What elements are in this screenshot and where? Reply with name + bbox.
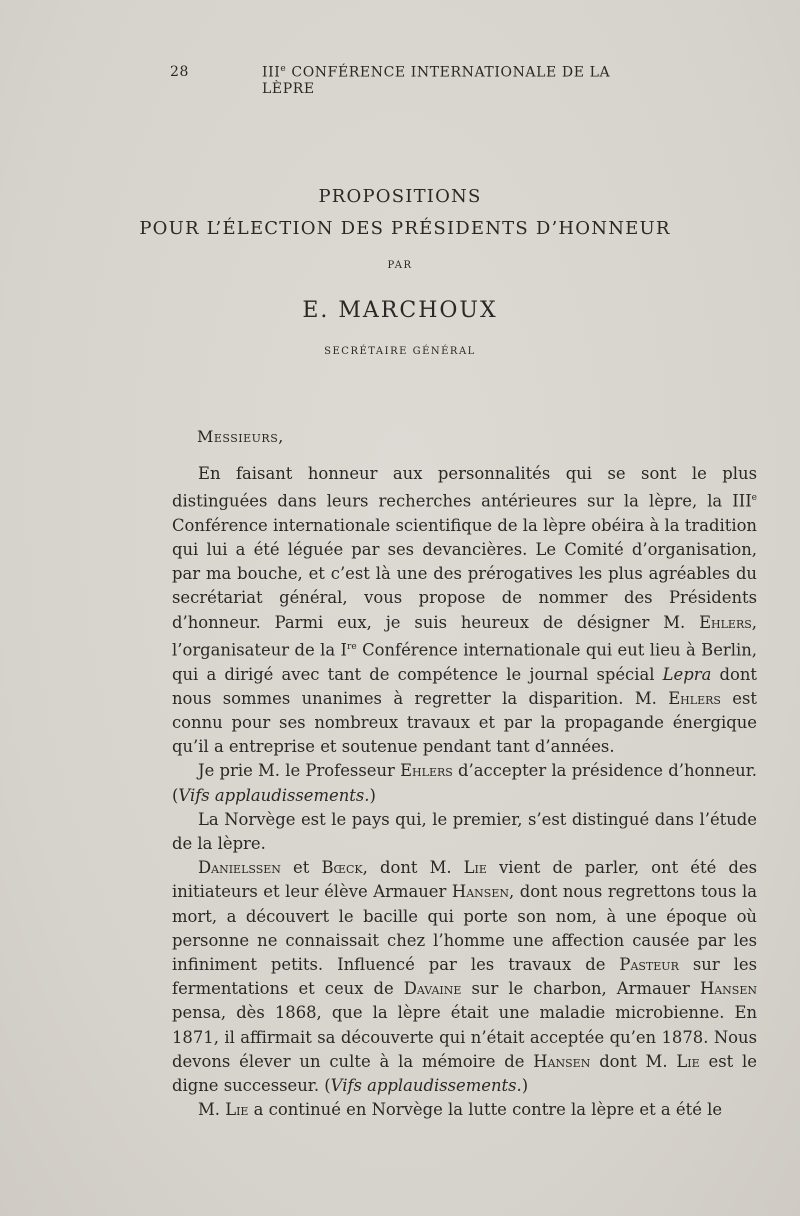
- person-name: Danielssen: [198, 858, 281, 878]
- text-run: ): [521, 1076, 529, 1096]
- article-body: [172, 462, 757, 1122]
- paragraph-5: [172, 1098, 757, 1122]
- author-name: E. MARCHOUX: [302, 298, 498, 323]
- applause-note: Vifs applaudissements.: [330, 1076, 522, 1096]
- person-name: Hansen: [533, 1051, 591, 1071]
- text-run: Conférence internationale qui eut lieu à Berlin, qui a dirigé avec tant de compétence le journal spécial: [172, 640, 757, 684]
- paragraph-4: [172, 856, 757, 1098]
- salutation: Messieurs,: [197, 427, 284, 446]
- person-name: Ehlers: [699, 612, 752, 632]
- text-run: sur les fermentations et ceux de: [172, 955, 757, 999]
- text-run: dont M.: [590, 1051, 677, 1071]
- text-run: sur le charbon, Armauer: [461, 979, 700, 999]
- person-name: Ehlers: [668, 688, 721, 708]
- superscript: re: [347, 641, 357, 652]
- running-title-prefix: III: [262, 64, 281, 81]
- person-name: Davaine: [403, 979, 462, 999]
- byline-par: PAR: [387, 260, 413, 271]
- article-title-line-2: POUR L’ÉLECTION DES PRÉSIDENTS D’HONNEUR: [139, 218, 671, 239]
- text-run: et: [280, 858, 322, 878]
- paragraph-2: [172, 759, 757, 807]
- text-run: En faisant honneur aux personnalités qui se sont le plus distinguées dans leurs recherches antérieures sur la lèpre, la III: [172, 464, 757, 511]
- article-title-line-1: PROPOSITIONS: [318, 186, 482, 207]
- applause-note: Vifs applaudissements.: [178, 785, 370, 805]
- text-run: ): [369, 785, 376, 805]
- text-run: vient de parler, ont été des initiateurs et leur élève Armauer: [172, 858, 757, 902]
- text-run: a continué en Norvège la lutte contre la lèpre et a été le: [248, 1100, 723, 1120]
- person-name: Ehlers: [400, 761, 453, 781]
- text-run: Conférence internationale scientifique de la lèpre obéira à la tradition qui lui a été léguée par ses devancières. Le Comité d’organisation, par ma bouche, et c’est là une des prérogatives les plus agréables du secrétariat général, vous propose de nommer des Présidents d’honneur. Parmi eux, je suis heureux de désigner M.: [172, 515, 757, 632]
- text-run: pensa, dès 1868, que la lèpre était une maladie microbienne. En 1871, il affirmait sa découverte qui n’était acceptée qu’en 1878. Nous devons élever un culte à la mémoire de: [172, 1003, 757, 1071]
- person-name: Lie: [463, 858, 487, 878]
- text-run: est le digne successeur. (: [172, 1051, 757, 1096]
- paragraph-1: [172, 462, 757, 759]
- text-run: Je prie M. le Professeur: [198, 761, 401, 781]
- text-run: , dont M.: [362, 858, 464, 878]
- journal-title: Lepra: [662, 664, 712, 684]
- running-title: [262, 64, 650, 97]
- text-run: d’accepter la présidence d’honneur. (: [172, 761, 757, 805]
- text-run: est connu pour ses nombreux travaux et par la propagande énergique qu’il a entreprise et soutenue pendant tant d’années.: [172, 688, 757, 757]
- text-run: M.: [198, 1100, 226, 1120]
- page-number: 28: [170, 64, 190, 80]
- text-run: dont nous sommes unanimes à regretter la disparition. M.: [172, 664, 758, 708]
- person-name: Lie: [225, 1100, 249, 1120]
- paragraph-3: La Norvège est le pays qui, le premier, s’est distingué dans l’étude de la lèpre.: [172, 809, 757, 853]
- person-name: Hansen: [699, 979, 757, 999]
- person-name: Lie: [676, 1051, 700, 1071]
- running-title-rest: CONFÉRENCE INTERNATIONALE DE LA LÈPRE: [262, 64, 611, 97]
- running-title-sup: e: [280, 64, 287, 74]
- author-role: SECRÉTAIRE GÉNÉRAL: [324, 346, 476, 357]
- person-name: Bœck: [321, 858, 363, 878]
- person-name: Pasteur: [619, 955, 679, 974]
- person-name: Hansen: [451, 882, 509, 902]
- text-run: , dont nous regrettons tous la mort, a découvert le bacille qui porte son nom, à une époque où personne ne connaissait chez l’homme une affection causée par les infiniment petits. Influencé par les travaux de: [172, 882, 757, 974]
- text-run: , l’organisateur de la I: [172, 612, 757, 660]
- superscript: e: [751, 493, 757, 504]
